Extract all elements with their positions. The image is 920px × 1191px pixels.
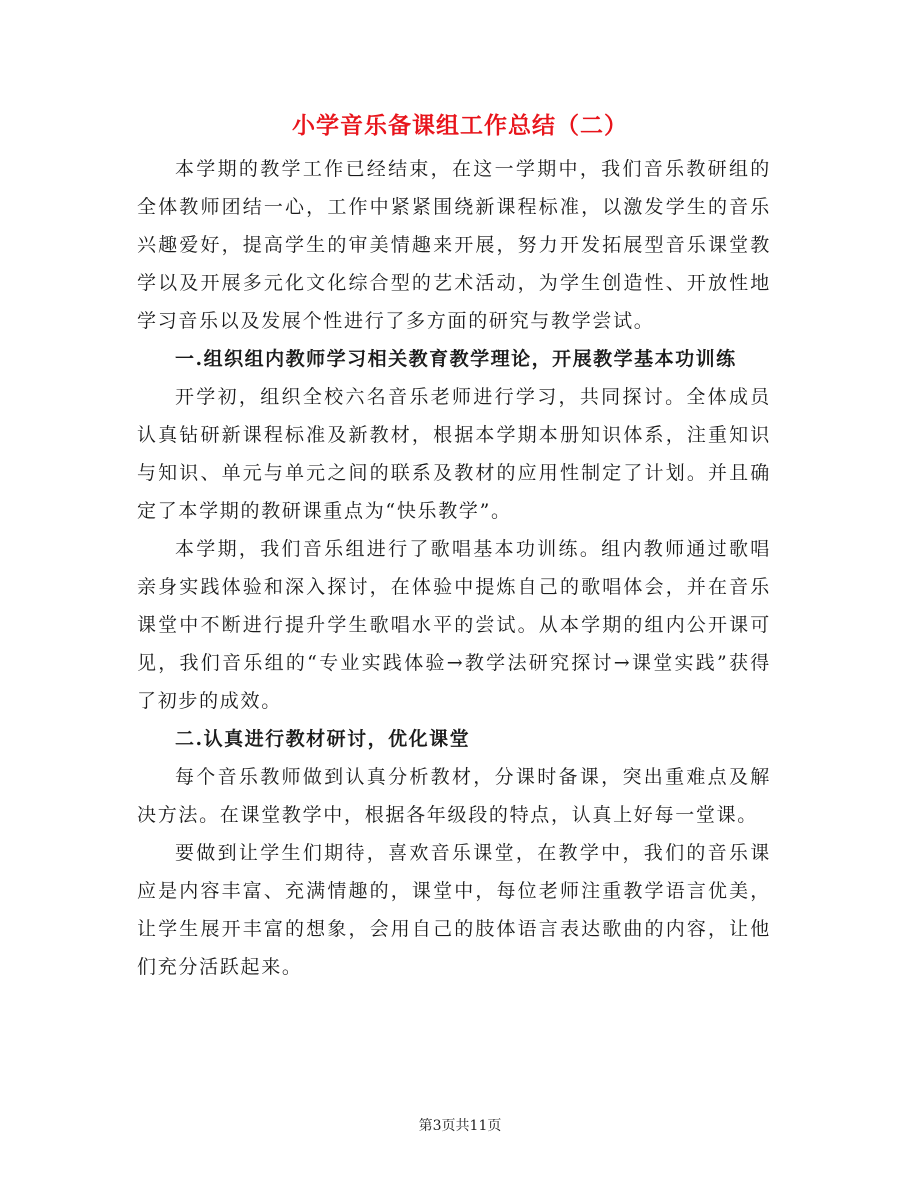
page-number: 第3页共11页 [418, 1118, 502, 1134]
section-2-paragraph-1: 每个音乐教师做到认真分析教材，分课时备课，突出重难点及解决方法。在课堂教学中，根据各年级段的特点，认真上好每一堂课。 [137, 766, 771, 826]
document-title: 小学音乐备课组工作总结（二） [292, 112, 628, 139]
section-1-paragraph-2: 本学期，我们音乐组进行了歌唱基本功训练。组内教师通过歌唱亲身实践体验和深入探讨，在体验中提炼自己的歌唱体会，并在音乐课堂中不断进行提升学生歌唱水平的尝试。从本学期的组内公开课可见，我们音乐组的“专业实践体验→教学法研究探讨→课堂实践”获得了初步的成效。 [137, 538, 771, 712]
intro-paragraph: 本学期的教学工作已经结束，在这一学期中，我们音乐教研组的全体教师团结一心，工作中紧紧围绕新课程标准，以激发学生的音乐兴趣爱好，提高学生的审美情趣来开展，努力开发拓展型音乐课堂教学以及开展多元化文化综合型的艺术活动，为学生创造性、开放性地学习音乐以及发展个性进行了多方面的研究与教学尝试。 [137, 158, 771, 332]
section-1-paragraph-1: 开学初，组织全校六名音乐老师进行学习，共同探讨。全体成员认真钻研新课程标准及新教材，根据本学期本册知识体系，注重知识与知识、单元与单元之间的联系及教材的应用性制定了计划。并且确定了本学期的教研课重点为“快乐教学”。 [137, 386, 771, 522]
document-body [137, 150, 771, 986]
section-2-paragraph-2: 要做到让学生们期待，喜欢音乐课堂，在教学中，我们的音乐课应是内容丰富、充满情趣的，课堂中，每位老师注重教学语言优美，让学生展开丰富的想象，会用自己的肢体语言表达歌曲的内容，让他们充分活跃起来。 [137, 842, 771, 978]
section-1-heading: 一.组织组内教师学习相关教育教学理论，开展教学基本功训练 [175, 348, 737, 370]
section-2-heading: 二.认真进行教材研讨，优化课堂 [175, 728, 471, 750]
